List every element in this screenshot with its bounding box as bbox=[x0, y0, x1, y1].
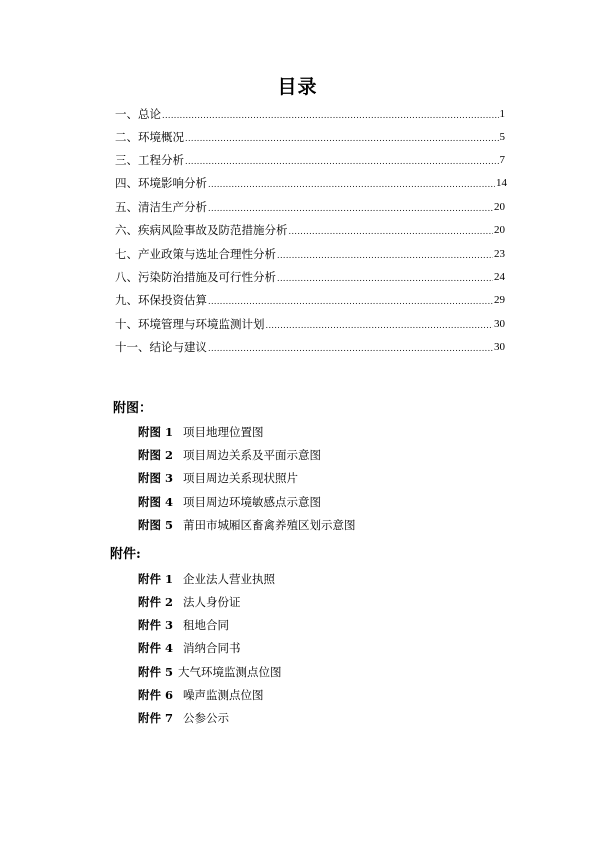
toc-dot-leader bbox=[208, 175, 495, 191]
toc-entry-page: 30 bbox=[494, 341, 505, 353]
toc-entry-page: 23 bbox=[494, 248, 505, 260]
toc-entry-label: 十、环境管理与环境监测计划 bbox=[115, 317, 265, 331]
toc-entry-page: 14 bbox=[496, 177, 507, 189]
attachment-number: 附件 7 bbox=[138, 711, 174, 725]
toc-entry-page: 29 bbox=[494, 294, 505, 306]
list-item bbox=[138, 617, 229, 633]
toc-entry-page: 7 bbox=[499, 154, 505, 166]
toc-entry-10[interactable] bbox=[115, 316, 505, 332]
toc-entry-6[interactable] bbox=[115, 222, 505, 238]
figure-number: 附图 3 bbox=[138, 471, 174, 485]
list-item bbox=[138, 470, 298, 486]
figure-title: 项目周边关系及平面示意图 bbox=[183, 448, 321, 462]
list-item bbox=[138, 517, 356, 533]
attachment-title: 噪声监测点位图 bbox=[183, 688, 264, 702]
toc-entry-5[interactable] bbox=[115, 199, 505, 215]
attachment-title: 租地合同 bbox=[183, 618, 229, 632]
attachment-number: 附件 3 bbox=[138, 618, 174, 632]
toc-dot-leader bbox=[277, 246, 493, 262]
attachments-heading: 附件: bbox=[110, 547, 141, 562]
attachment-number: 附件 2 bbox=[138, 595, 174, 609]
figure-number: 附图 2 bbox=[138, 448, 174, 462]
toc-entry-label: 五、清洁生产分析 bbox=[115, 200, 207, 214]
toc-dot-leader bbox=[208, 292, 493, 308]
toc-dot-leader bbox=[208, 339, 493, 355]
toc-entry-page: 20 bbox=[494, 201, 505, 213]
toc-entry-label: 四、环境影响分析 bbox=[115, 176, 207, 190]
attachment-title: 法人身份证 bbox=[183, 595, 241, 609]
list-item bbox=[138, 447, 321, 463]
figure-number: 附图 5 bbox=[138, 518, 174, 532]
list-item bbox=[138, 494, 321, 510]
list-item bbox=[138, 710, 229, 726]
figure-number: 附图 1 bbox=[138, 425, 174, 439]
toc-entry-page: 30 bbox=[494, 318, 505, 330]
figures-heading: 附图： bbox=[113, 401, 153, 416]
toc-entry-label: 一、总论 bbox=[115, 107, 161, 121]
list-item bbox=[138, 594, 241, 610]
toc-dot-leader bbox=[289, 222, 494, 238]
toc-dot-leader bbox=[208, 199, 493, 215]
toc-entry-11[interactable] bbox=[115, 339, 505, 355]
toc-dot-leader bbox=[185, 129, 499, 145]
toc-entry-4[interactable] bbox=[115, 175, 507, 191]
toc-entry-9[interactable] bbox=[115, 292, 505, 308]
page-title: 目录 bbox=[277, 76, 318, 98]
toc-entry-3[interactable] bbox=[115, 152, 505, 168]
toc-entry-2[interactable] bbox=[115, 129, 505, 145]
attachment-number: 附件 4 bbox=[138, 641, 174, 655]
toc-entry-1[interactable] bbox=[115, 106, 505, 122]
toc-entry-label: 二、环境概况 bbox=[115, 130, 184, 144]
toc-entry-8[interactable] bbox=[115, 269, 505, 285]
list-item bbox=[138, 424, 264, 440]
figure-number: 附图 4 bbox=[138, 495, 174, 509]
toc-dot-leader bbox=[266, 316, 494, 332]
toc-dot-leader bbox=[162, 106, 499, 122]
toc-entry-label: 九、环保投资估算 bbox=[115, 293, 207, 307]
attachment-title: 公参公示 bbox=[183, 711, 229, 725]
figure-title: 项目周边环境敏感点示意图 bbox=[183, 495, 321, 509]
toc-entry-7[interactable] bbox=[115, 246, 505, 262]
attachment-title: 消纳合同书 bbox=[183, 641, 241, 655]
toc-entry-page: 24 bbox=[494, 271, 505, 283]
toc-entry-label: 七、产业政策与选址合理性分析 bbox=[115, 247, 276, 261]
attachment-title: 大气环境监测点位图 bbox=[178, 665, 282, 679]
figure-title: 莆田市城厢区畜禽养殖区划示意图 bbox=[183, 518, 356, 532]
list-item bbox=[138, 687, 264, 703]
toc-entry-label: 十一、结论与建议 bbox=[115, 340, 207, 354]
list-item bbox=[138, 571, 275, 587]
attachment-title: 企业法人营业执照 bbox=[183, 572, 275, 586]
figure-title: 项目周边关系现状照片 bbox=[183, 471, 298, 485]
toc-entry-page: 5 bbox=[499, 131, 505, 143]
toc-entry-label: 三、工程分析 bbox=[115, 153, 184, 167]
toc-dot-leader bbox=[277, 269, 493, 285]
toc-entry-page: 20 bbox=[494, 224, 505, 236]
toc-entry-label: 六、疾病风险事故及防范措施分析 bbox=[115, 223, 288, 237]
attachment-number: 附件 5 bbox=[138, 665, 174, 679]
figure-title: 项目地理位置图 bbox=[183, 425, 264, 439]
attachment-number: 附件 6 bbox=[138, 688, 174, 702]
list-item bbox=[138, 664, 282, 680]
toc-dot-leader bbox=[185, 152, 499, 168]
list-item bbox=[138, 640, 241, 656]
toc-entry-page: 1 bbox=[499, 108, 505, 120]
toc-entry-label: 八、污染防治措施及可行性分析 bbox=[115, 270, 276, 284]
attachment-number: 附件 1 bbox=[138, 572, 174, 586]
